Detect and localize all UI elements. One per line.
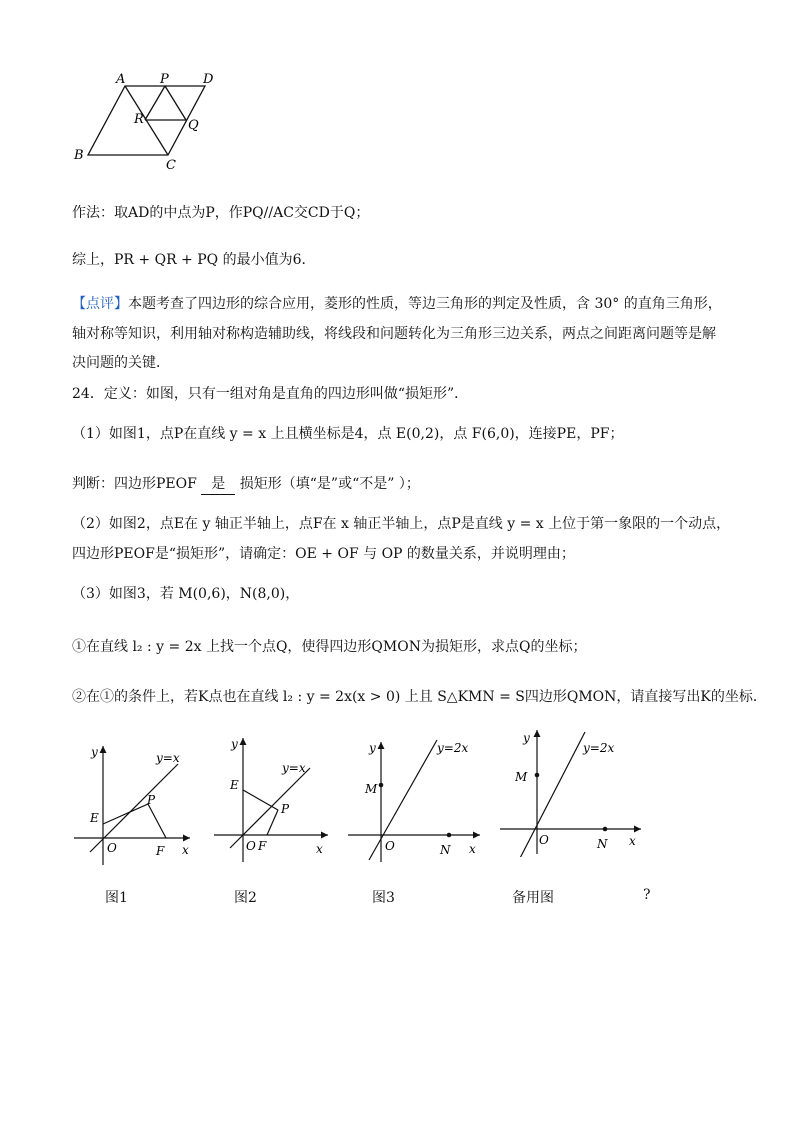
text-comment-2: 轴对称等知识，利用轴对称构造辅助线，将线段和问题转化为三角形三边关系，两点之间距离问题等是解 xyxy=(72,326,716,342)
text-comment-3: 决问题的关键． xyxy=(72,355,170,371)
text-q24-part2: （2）如图2，点E在 y 轴正半轴上，点F在 x 轴正半轴上，点P是直线 y = x 上位于第一象限的一个动点， xyxy=(72,516,731,532)
axis-label-x: x xyxy=(316,842,323,856)
point-o: O xyxy=(385,839,395,853)
axis-label-y: y xyxy=(231,737,238,751)
judge-answer: 是 xyxy=(201,474,235,495)
label-c: C xyxy=(166,158,176,173)
label-d: D xyxy=(203,72,214,87)
point-f: F xyxy=(156,844,165,858)
line-label: y=x xyxy=(156,751,180,765)
point-n: N xyxy=(440,843,451,857)
axis-label-y: y xyxy=(523,731,530,745)
axis-label-x: x xyxy=(182,843,189,857)
axis-label-y: y xyxy=(369,741,376,755)
point-e: E xyxy=(230,778,239,792)
point-p: P xyxy=(281,802,290,816)
label-a: A xyxy=(116,72,126,87)
caption-fig1: 图1 xyxy=(105,890,128,906)
label-p: P xyxy=(160,72,169,87)
comment-tag: 【点评】 xyxy=(72,296,128,312)
line-label: y=x xyxy=(282,761,306,775)
axis-label-x: x xyxy=(629,834,636,848)
text-q24-part3: （3）如图3，若 M(0,6)，N(8,0)， xyxy=(72,586,300,602)
text-q24-definition: 24．定义：如图，只有一组对角是直角的四边形叫做“损矩形”． xyxy=(72,386,469,402)
segment-pf xyxy=(148,804,166,838)
point-f: F xyxy=(258,839,267,853)
segment-pf xyxy=(267,810,278,835)
text-q24-part3-2: ②在①的条件上，若K点也在直线 l₂ : y = 2x(x > 0) 上且 S△KMN = S四边形QMON，请直接写出K的坐标． xyxy=(72,689,767,705)
point-m-dot xyxy=(535,773,540,778)
rhombus-figure xyxy=(60,65,230,175)
text-method: 作法：取AD的中点为P，作PQ//AC交CD于Q； xyxy=(72,205,370,221)
point-n: N xyxy=(597,837,608,851)
point-n-dot xyxy=(603,827,608,832)
axis-label-x: x xyxy=(469,842,476,856)
text-q24-part3-1: ①在直线 l₂ : y = 2x 上找一个点Q，使得四边形QMON为损矩形，求点Q的坐标； xyxy=(72,639,587,655)
caption-fig3: 图3 xyxy=(372,890,395,906)
text-q24-part1: （1）如图1，点P在直线 y = x 上且横坐标是4，点 E(0,2)，点 F(6,0)，连接PE，PF； xyxy=(72,426,624,442)
comment-body: 本题考查了四边形的综合应用，菱形的性质，等边三角形的判定及性质，含 30° 的直角三角形， xyxy=(128,296,722,312)
point-e: E xyxy=(90,811,99,825)
point-n-dot xyxy=(447,833,452,838)
judge-prefix: 判断：四边形PEOF xyxy=(72,476,197,492)
label-b: B xyxy=(74,148,84,163)
segment-pe xyxy=(243,790,278,810)
line-y-eq-x xyxy=(230,768,310,848)
segment-pe xyxy=(103,804,148,824)
point-p: P xyxy=(147,793,156,807)
line-y-eq-2x xyxy=(369,740,437,860)
line-label: y=2x xyxy=(437,741,469,755)
point-o: O xyxy=(246,839,256,853)
figure-2 xyxy=(210,730,335,865)
point-m-dot xyxy=(379,783,384,788)
text-q24-judge xyxy=(72,474,420,495)
segment-pr xyxy=(145,86,165,120)
point-o: O xyxy=(539,833,549,847)
label-r: R xyxy=(134,112,144,127)
figure-1 xyxy=(70,740,200,870)
line-label: y=2x xyxy=(583,741,615,755)
segment-pq xyxy=(165,86,186,120)
caption-fig2: 图2 xyxy=(234,890,257,906)
stray-question-mark: ? xyxy=(643,887,651,903)
point-o: O xyxy=(107,841,117,855)
point-m: M xyxy=(365,782,378,796)
line-y-eq-2x xyxy=(517,732,585,857)
figure-spare xyxy=(495,722,645,857)
label-q: Q xyxy=(188,118,199,133)
text-comment-1 xyxy=(72,294,722,314)
axis-label-y: y xyxy=(91,745,98,759)
figure-3 xyxy=(345,730,485,865)
text-conclusion: 综上，PR + QR + PQ 的最小值为6． xyxy=(72,252,316,268)
text-q24-part2b: 四边形PEOF是“损矩形”，请确定：OE + OF 与 OP 的数量关系，并说明理由； xyxy=(72,546,575,562)
judge-suffix: 损矩形（填“是”或“不是” ）； xyxy=(239,476,420,492)
point-m: M xyxy=(515,770,528,784)
caption-spare: 备用图 xyxy=(512,890,554,906)
